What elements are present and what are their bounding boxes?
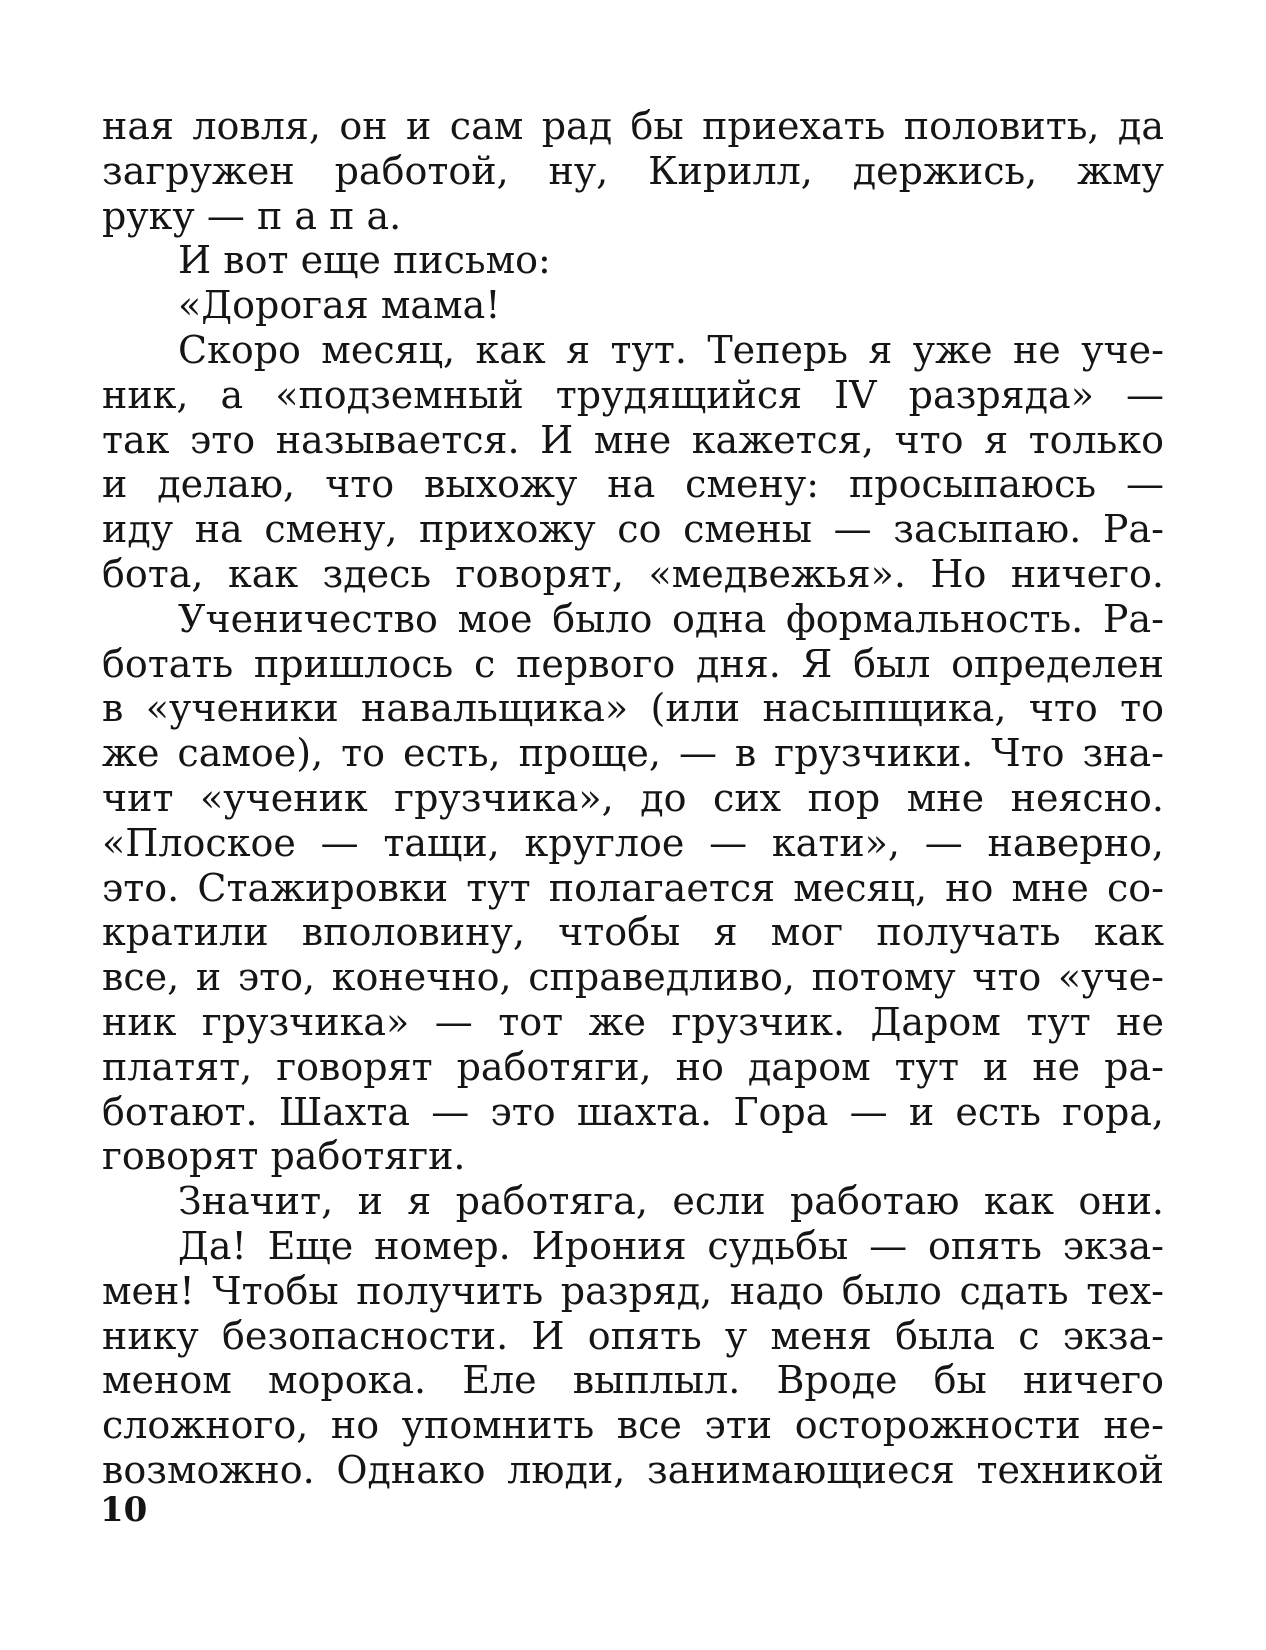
text-line: Значит, и я работяга, если работаю как они.	[178, 1179, 1164, 1224]
text-line: сложного, но упомнить все эти осторожности не-	[102, 1403, 1164, 1448]
text-line: загружен работой, ну, Кирилл, держись, жму	[102, 148, 1164, 193]
text-line: «Дорогая мама!	[178, 283, 501, 328]
text-line: иду на смену, прихожу со смены — засыпаю. Ра-	[102, 507, 1164, 552]
text-line: нику безопасности. И опять у меня была с экза-	[102, 1313, 1164, 1358]
text-line: в «ученики навальщика» (или насыпщика, что то	[102, 686, 1164, 731]
text-line: руку — п а п а.	[102, 193, 402, 238]
text-line: ная ловля, он и сам рад бы приехать половить, да	[102, 104, 1164, 148]
text-line: говорят работяги.	[102, 1134, 466, 1179]
text-line: платят, говорят работяги, но даром тут и не ра-	[102, 1044, 1164, 1089]
text-line: Скоро месяц, как я тут. Теперь я уже не уче-	[178, 327, 1164, 372]
text-line: меном морока. Еле выплыл. Вроде бы ничего	[102, 1358, 1164, 1403]
text-line: все, и это, конечно, справедливо, потому что «уче-	[102, 955, 1164, 1000]
text-line: же самое), то есть, проще, — в грузчики. Что зна-	[102, 731, 1164, 776]
page-number: 10	[100, 1490, 148, 1530]
text-line: ник грузчика» — тот же грузчик. Даром тут не	[102, 999, 1164, 1044]
text-line: И вот еще письмо:	[178, 238, 551, 283]
text-line: Да! Еще номер. Ирония судьбы — опять экза-	[178, 1223, 1164, 1268]
text-line: Ученичество мое было одна формальность. Ра-	[178, 596, 1164, 641]
text-line: мен! Чтобы получить разряд, надо было сдать тех-	[102, 1268, 1164, 1313]
text-line: ник, а «подземный трудящийся IV разряда» —	[102, 372, 1164, 417]
text-line: и делаю, что выхожу на смену: просыпаюсь —	[102, 462, 1164, 507]
text-line: возможно. Однако люди, занимающиеся техникой	[102, 1447, 1164, 1492]
text-line: чит «ученик грузчика», до сих пор мне неясно.	[102, 775, 1164, 820]
body-text	[102, 104, 1164, 1493]
text-line: это. Стажировки тут полагается месяц, но мне со-	[102, 865, 1164, 910]
text-line: бота, как здесь говорят, «медвежья». Но ничего.	[102, 551, 1164, 596]
text-line: так это называется. И мне кажется, что я только	[102, 417, 1164, 462]
text-line: ботают. Шахта — это шахта. Гора — и есть гора,	[102, 1089, 1164, 1134]
text-line: ботать пришлось с первого дня. Я был определен	[102, 641, 1164, 686]
text-line: кратили вполовину, чтобы я мог получать как	[102, 910, 1164, 955]
text-line: «Плоское — тащи, круглое — кати», — наверно,	[102, 820, 1164, 865]
